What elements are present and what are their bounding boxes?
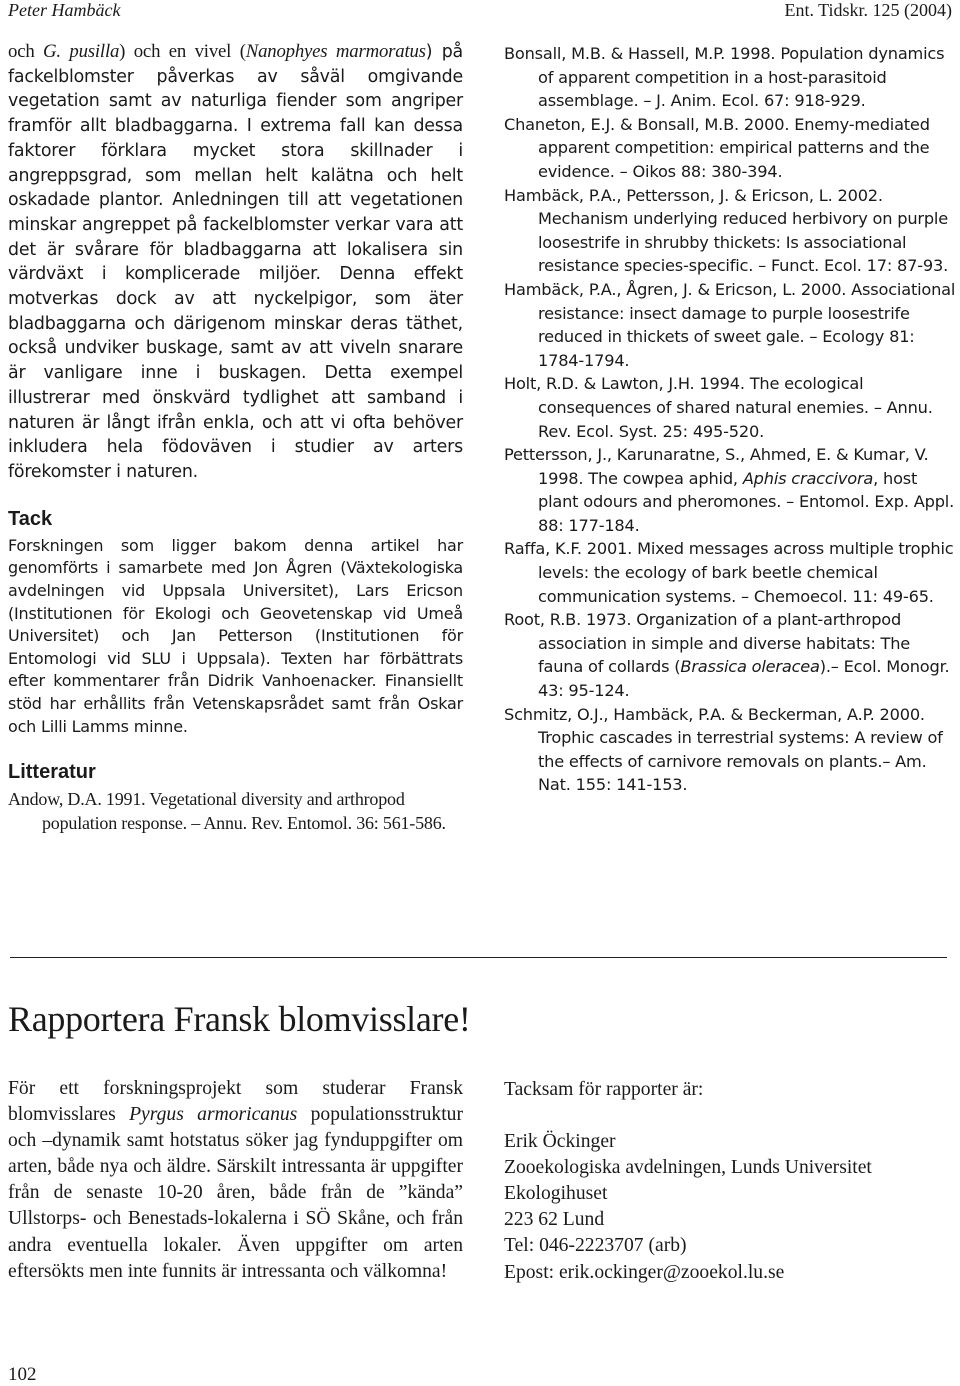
- running-header-author: Peter Hambäck: [8, 0, 121, 20]
- species-name: Pyrgus armoricanus: [129, 1104, 298, 1126]
- reference-entry: Andow, D.A. 1991. Vegetational diversity and arthropod population response. – Annu. Rev. Entomol. 36: 561-586.: [8, 789, 446, 834]
- reference-entry: [504, 372, 956, 443]
- reference-entry: [504, 184, 956, 278]
- contact-phone: Tel: 046-2223707 (arb): [504, 1235, 687, 1257]
- announcement-body: [8, 1076, 463, 1285]
- contact-department: Zooekologiska avdelningen, Lunds Universitet: [504, 1157, 872, 1179]
- reference-entry: [504, 42, 956, 113]
- acknowledgements-heading: Tack: [8, 507, 53, 530]
- article-paragraph: [8, 40, 463, 485]
- section-divider: [10, 957, 947, 958]
- reference-text: ).– Ecol. Monogr. 43: 95-124.: [538, 657, 950, 701]
- species-name: Nanophyes marmoratus: [245, 41, 426, 62]
- right-column: [504, 42, 956, 797]
- reference-text: Bonsall, M.B. & Hassell, M.P. 1998. Population dynamics of apparent competition in a host-parasitoid assemblage. – J. Anim. Ecol. 67: 918-929.: [504, 44, 945, 111]
- reference-text: Schmitz, O.J., Hambäck, P.A. & Beckerman, A.P. 2000. Trophic cascades in terrestrial systems: A review of the effects of carnivore removals on plants.– Am. Nat. 155: 141-153.: [504, 704, 943, 795]
- acknowledgements-text: Forskningen som ligger bakom denna artikel har genomförts i samarbete med Jon Ågren (Växtekologiska avdelningen vid Uppsala Universitet), Lars Ericson (Institutionen för Ekologi och Geovetenskap vid Umeå Universitet) och Jan Petterson (Institutionen för Entomologi vid SLU i Uppsala). Texten har förbättrats efter kommentarer från Didrik Vanhoenacker. Finansiellt stöd har erhållits från Vetenskapsrådet samt från Oskar och Lilli Lamms minne.: [8, 535, 463, 736]
- contact-name: Erik Öckinger: [504, 1131, 616, 1153]
- references-heading: Litteratur: [8, 761, 96, 784]
- running-header: [8, 0, 952, 26]
- reference-entry: [504, 113, 956, 184]
- paragraph-text: ) och en vivel (: [119, 41, 246, 62]
- reference-entry: [504, 537, 956, 608]
- paragraph-text: ) på fackelblomster påverkas av såväl omgivande vegetation samt av naturliga fiender som angriper framför allt bladbaggarna. I extrema fall kan dessa faktorer förklara mycket stora skillnader i angreppsgrad, som mellan helt kalätna och helt oskadade plantor. Anledningen till att vegetationen minskar angreppet på fackelblomster verkar vara att det är svårare för bladbaggarna att lokalisera sin värdväxt i komplicerade miljöer. Denna effekt motverkas dock av att nyckelpigor, som äter bladbaggarna och därigenom minskar deras täthet, också undviker buskage, samt av att viveln snarare är vanligare inne i buskagen. Detta exempel illustrerar med önskvärd tydlighet att samband i naturen är långt ifrån enkla, och att vi ofta behöver inkludera hela födoväven i studier av arters förekomster i naturen.: [8, 42, 463, 482]
- reference-entry: [504, 608, 956, 702]
- species-name: Brassica oleracea: [680, 657, 820, 677]
- reference-text: Chaneton, E.J. & Bonsall, M.B. 2000. Enemy-mediated apparent competition: empirical patterns and the evidence. – Oikos 88: 380-394.: [504, 114, 930, 181]
- reference-text: Hambäck, P.A., Pettersson, J. & Ericson, L. 2002. Mechanism underlying reduced herbivory on purple loosestrife in shrubby thickets: Is associational resistance species-specific. – Funct. Ecol. 17: 87-93.: [504, 185, 949, 276]
- reference-text: Raffa, K.F. 2001. Mixed messages across multiple trophic levels: the ecology of bark beetle chemical communication systems. – Chemoecol. 11: 49-65.: [504, 539, 954, 606]
- announcement-title: Rapportera Fransk blomvisslare!: [8, 999, 471, 1039]
- contact-building: Ekologihuset: [504, 1183, 608, 1205]
- reference-text: Root, R.B. 1973. Organization of a plant-arthropod association in simple and diverse habitats: The fauna of collards (: [504, 610, 911, 677]
- reference-entry: [504, 278, 956, 372]
- announcement-text: För ett forskningsprojekt som studerar Fransk blomvisslares: [8, 1078, 463, 1126]
- left-column: [8, 40, 463, 836]
- reference-entry: [504, 443, 956, 537]
- reference-text: Pettersson, J., Karunaratne, S., Ahmed, E. & Kumar, V. 1998. The cowpea aphid,: [504, 445, 929, 488]
- contact-email[interactable]: Epost: erik.ockinger@zooekol.lu.se: [504, 1261, 785, 1283]
- species-name: Aphis craccivora: [742, 468, 874, 488]
- reference-text: , host plant odours and pheromones. – Entomol. Exp. Appl. 88: 177-184.: [538, 468, 955, 535]
- reference-text: Holt, R.D. & Lawton, J.H. 1994. The ecological consequences of shared natural enemies. – Annu. Rev. Ecol. Syst. 25: 495-520.: [504, 374, 933, 441]
- reference-entry: [504, 703, 956, 797]
- species-name: G. pusilla: [43, 41, 120, 62]
- contact-block: [504, 1077, 956, 1286]
- reference-text: Hambäck, P.A., Ågren, J. & Ericson, L. 2000. Associational resistance: insect damage to purple loosestrife reduced in thickets of sweet gale. – Ecology 81: 1784-1794.: [504, 279, 956, 370]
- contact-intro: Tacksam för rapporter är:: [504, 1079, 704, 1100]
- running-header-journal: Ent. Tidskr. 125 (2004): [784, 0, 952, 20]
- announcement-text: populationsstruktur och –dynamik samt hotstatus söker jag fynduppgifter om arten, både nya och äldre. Särskilt intressanta är uppgifter från de senaste 10-20 åren, både från de ”kända” Ullstorps- och Benestads-lokalerna i SÖ Skåne, och från andra eventuella lokaler. Även uppgifter om arten eftersökts men inte funnits är intressanta och välkomna!: [8, 1104, 463, 1282]
- contact-postal: 223 62 Lund: [504, 1209, 605, 1231]
- page-number: 102: [8, 1364, 37, 1385]
- paragraph-lead: och: [8, 41, 44, 62]
- reference-list: [504, 42, 956, 797]
